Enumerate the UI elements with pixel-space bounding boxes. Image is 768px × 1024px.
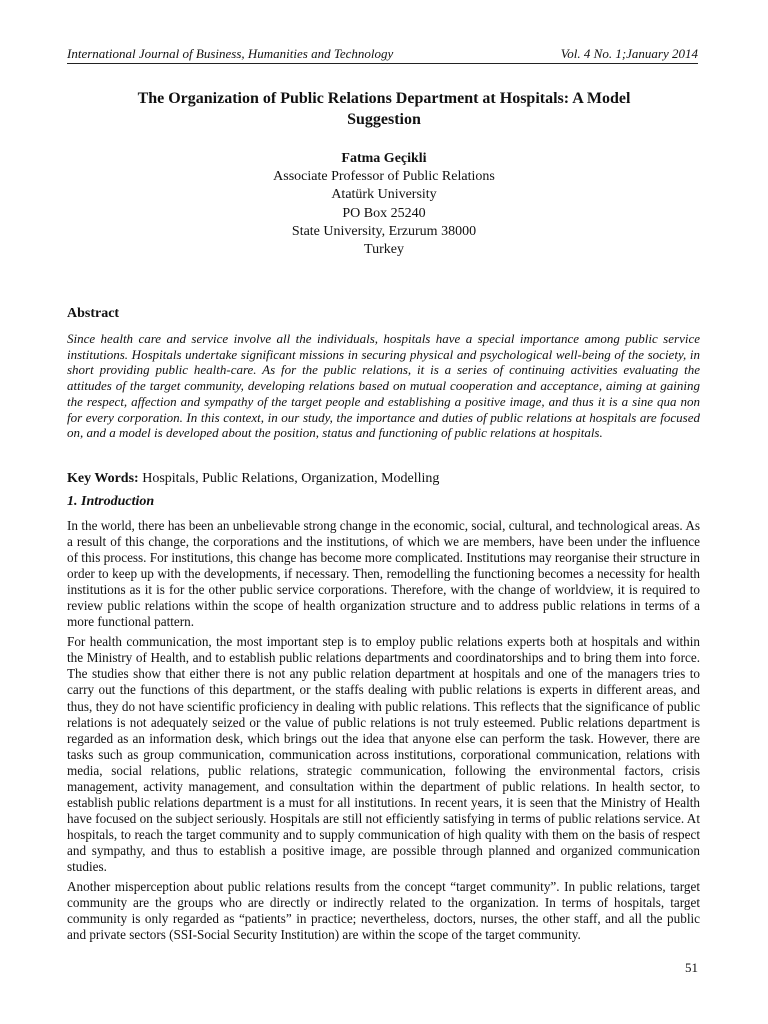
author-po-box: PO Box 25240 bbox=[342, 205, 426, 221]
volume-info: Vol. 4 No. 1;January 2014 bbox=[560, 46, 698, 61]
abstract-text: Since health care and service involve all the individuals, hospitals have a special importance among public service institutions. Hospitals undertake significant missions in securing physical and psychological well-being of the society, in short providing public health-care. As for the public relations, it is a series of continuing activities evaluating the attitudes of the target community, developing relations based on mutual cooperation and acceptance, aiming at gaining the respect, affection and sympathy of the target people and establishing a positive image, and thus it is a sine qua non for every corporation. In this context, in our study, the importance and duties of public relations at hospitals are focused on, and a model is developed about the position, status and functioning of public relations at hospitals. bbox=[67, 331, 700, 441]
keywords-text: Hospitals, Public Relations, Organization, Modelling bbox=[142, 471, 440, 486]
author-block bbox=[0, 150, 768, 259]
paragraph: In the world, there has been an unbelievable strong change in the economic, social, cultural, and technological areas. As a result of this change, the corporations and the institutions, of which we are members, have been under the influence of this process. For institutions, this change has become more complicated. Institutions may reorganise their structure in order to keep up with the developments, if necessary. Then, remodelling the functioning becomes a necessity for health institutions as it is for the other public service corporations. Therefore, with the change of worldview, it is required to review public relations within the scope of health organization structure and to address public relations in terms of a more functional pattern. bbox=[67, 518, 700, 630]
journal-name: International Journal of Business, Humanities and Technology bbox=[67, 46, 394, 61]
author-city: State University, Erzurum 38000 bbox=[291, 223, 477, 239]
running-header bbox=[67, 46, 698, 64]
section-body bbox=[67, 518, 700, 947]
abstract-heading: Abstract bbox=[67, 306, 120, 321]
paragraph: Another misperception about public relations results from the concept “target community”. In public relations, target community are the groups who are directly or indirectly related to the organization. In terms of hospitals, target community is only regarded as “patients” in practice; nevertheless, doctors, nurses, the other staff, and all the public and private sectors (SSI-Social Security Institution) are within the scope of the target community. bbox=[67, 879, 700, 943]
paper-title: The Organization of Public Relations Department at Hospitals: A Model Suggestion bbox=[137, 90, 631, 128]
paragraph: For health communication, the most important step is to employ public relations experts both at hospitals and within the Ministry of Health, and to establish public relations departments and coordinatorships and to bring them into force. The studies show that either there is not any public relation department at hospitals and one of the managers tries to carry out the functions of this department, or the staffs dealing with public relations is experts in different areas, and thus, they do not have scientific proficiency in dealing with public relations. This reflects that the significance of public relations is not adequately seized or the value of public relations is not truly esteemed. Public relations department is regarded as an information desk, which brings out the idea that anyone else can perform the task. However, there are tasks such as group communication, communication across institutions, corporational communication, relations with media, social relations, public relations, strategic communication, following the environmental factors, crisis management, activity management, and consultation within the department of public relations. In health sector, to establish public relations department is a must for all institutions. In recent years, it is seen that the Ministry of Health have focused on the subject seriously. Hospitals are still not efficiently satisfying in terms of public relations service. At hospitals, to reach the target community and to supply communication of high quality with them on the basis of respect and sympathy, and thus to establish a positive image, are possible through planned and organized communication studies. bbox=[67, 634, 700, 874]
author-name: Fatma Geçikli bbox=[341, 151, 427, 166]
keywords-label: Key Words: bbox=[67, 471, 139, 486]
author-university: Atatürk University bbox=[331, 187, 437, 203]
section-heading: 1. Introduction bbox=[67, 494, 155, 509]
author-country: Turkey bbox=[364, 242, 404, 258]
author-position: Associate Professor of Public Relations bbox=[273, 169, 495, 185]
page-number: 51 bbox=[685, 960, 698, 975]
keywords bbox=[67, 471, 700, 487]
